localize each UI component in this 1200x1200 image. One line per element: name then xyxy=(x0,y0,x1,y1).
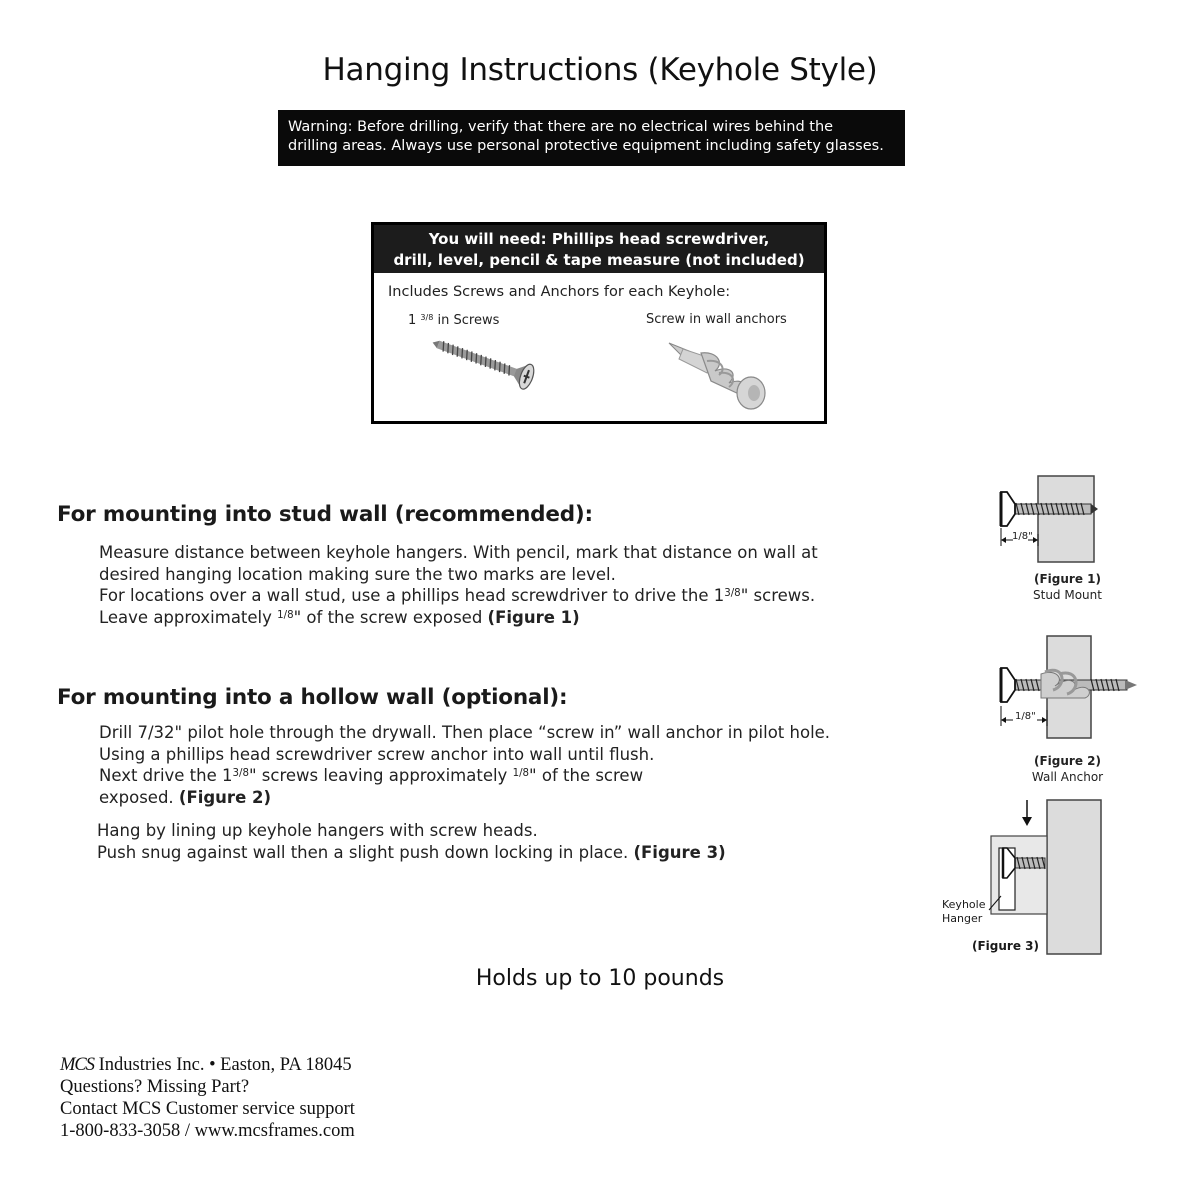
figure-3-reference: (Figure 3) xyxy=(633,842,726,862)
stud-line-4 xyxy=(99,607,818,629)
tools-needed-line-1: You will need: Phillips head screwdriver, xyxy=(428,230,770,248)
hang-line-2 xyxy=(97,842,726,864)
screw-label xyxy=(408,313,499,328)
figure-2-reference: (Figure 2) xyxy=(178,787,272,807)
stud-line-3-end: " screws. xyxy=(740,586,816,605)
figure-2-subtitle: Wall Anchor xyxy=(1031,770,1104,784)
stud-line-1: Measure distance between keyhole hangers. With pencil, mark that distance on wall at xyxy=(99,543,818,562)
warning-line-1: Warning: Before drilling, verify that there are no electrical wires behind the xyxy=(288,119,834,135)
warning-banner xyxy=(278,110,905,166)
stud-line-3 xyxy=(99,585,818,607)
figure-2-diagram xyxy=(995,634,1140,744)
figure-1-reference: (Figure 1) xyxy=(487,607,580,627)
mcs-logo: MCS xyxy=(60,1055,94,1075)
includes-text: Includes Screws and Anchors for each Keyhole: xyxy=(388,284,731,300)
figure-2-dimension: 1/8" xyxy=(1015,711,1036,722)
hollow-line-3-end: " of the screw xyxy=(529,766,644,785)
stud-line-2: desired hanging location making sure the two marks are level. xyxy=(99,564,616,584)
footer-line-4: 1-800-833-3058 / www.mcsframes.com xyxy=(60,1121,355,1141)
tools-needed-box xyxy=(371,222,827,424)
footer-line-3: Contact MCS Customer service support xyxy=(60,1099,355,1119)
hollow-line-1: Drill 7/32" pilot hole through the drywall. Then place “screw in” wall anchor in pilot hole. xyxy=(99,723,831,742)
hollow-line-3 xyxy=(99,765,830,787)
hollow-wall-heading: For mounting into a hollow wall (optional): xyxy=(57,685,568,710)
stud-wall-heading: For mounting into stud wall (recommended): xyxy=(57,502,593,527)
hang-instructions xyxy=(97,820,726,863)
screw-size-whole: 1 xyxy=(408,313,417,328)
stud-line-4-mid: " of the screw exposed xyxy=(293,607,488,627)
footer-line-1 xyxy=(60,1054,355,1076)
stud-line-4-fraction: 1/8 xyxy=(277,609,294,621)
figure-3-diagram xyxy=(985,798,1105,956)
screw-image xyxy=(429,333,549,393)
stud-wall-instructions xyxy=(99,542,818,628)
footer-address: Industries Inc. • Easton, PA 18045 xyxy=(94,1055,352,1075)
figure-3-label-line-2: Hanger xyxy=(942,912,983,925)
screw-label-text: in Screws xyxy=(437,313,500,328)
hang-line-2-text: Push snug against wall then a slight push down locking in place. xyxy=(97,842,634,862)
hollow-line-3-fraction: 3/8 xyxy=(232,767,249,779)
tools-needed-line-2: drill, level, pencil & tape measure (not included) xyxy=(393,251,805,269)
page-title: Hanging Instructions (Keyhole Style) xyxy=(322,52,878,88)
figure-1-dimension: 1/8" xyxy=(1012,531,1033,542)
hollow-line-2: Using a phillips head screwdriver screw anchor into wall until flush. xyxy=(99,744,655,764)
figure-3-title: (Figure 3) xyxy=(972,939,1039,953)
tools-needed-header xyxy=(374,225,824,273)
anchor-label: Screw in wall anchors xyxy=(646,312,787,327)
screw-size-fraction: 3/8 xyxy=(420,312,434,322)
hollow-line-4-text: exposed. xyxy=(99,787,179,807)
stud-line-3-fraction: 3/8 xyxy=(724,587,741,599)
figure-1-title: (Figure 1) xyxy=(1034,572,1101,586)
hollow-line-3-text: Next drive the 1 xyxy=(99,766,233,785)
figure-2-title: (Figure 2) xyxy=(1034,754,1101,768)
hang-line-1: Hang by lining up keyhole hangers with screw heads. xyxy=(97,821,538,840)
figure-3-label-line-1: Keyhole xyxy=(942,898,986,911)
company-footer xyxy=(60,1054,355,1142)
figure-1-subtitle: Stud Mount xyxy=(1033,588,1102,602)
hollow-line-3-mid: " screws leaving approximately xyxy=(248,766,513,785)
footer-line-2: Questions? Missing Part? xyxy=(60,1077,250,1097)
figure-1-diagram xyxy=(995,474,1100,564)
warning-line-2: drilling areas. Always use personal protective equipment including safety glasses. xyxy=(288,138,884,154)
hollow-line-4 xyxy=(99,787,830,809)
wall-anchor-image xyxy=(667,333,777,413)
stud-line-4-text: Leave approximately xyxy=(99,607,278,627)
figure-3-label xyxy=(942,898,985,926)
weight-capacity: Holds up to 10 pounds xyxy=(475,966,725,991)
stud-line-3-text: For locations over a wall stud, use a phillips head screwdriver to drive the 1 xyxy=(99,586,725,605)
hollow-line-3-fraction-2: 1/8 xyxy=(512,767,530,779)
hollow-wall-instructions xyxy=(99,722,830,808)
